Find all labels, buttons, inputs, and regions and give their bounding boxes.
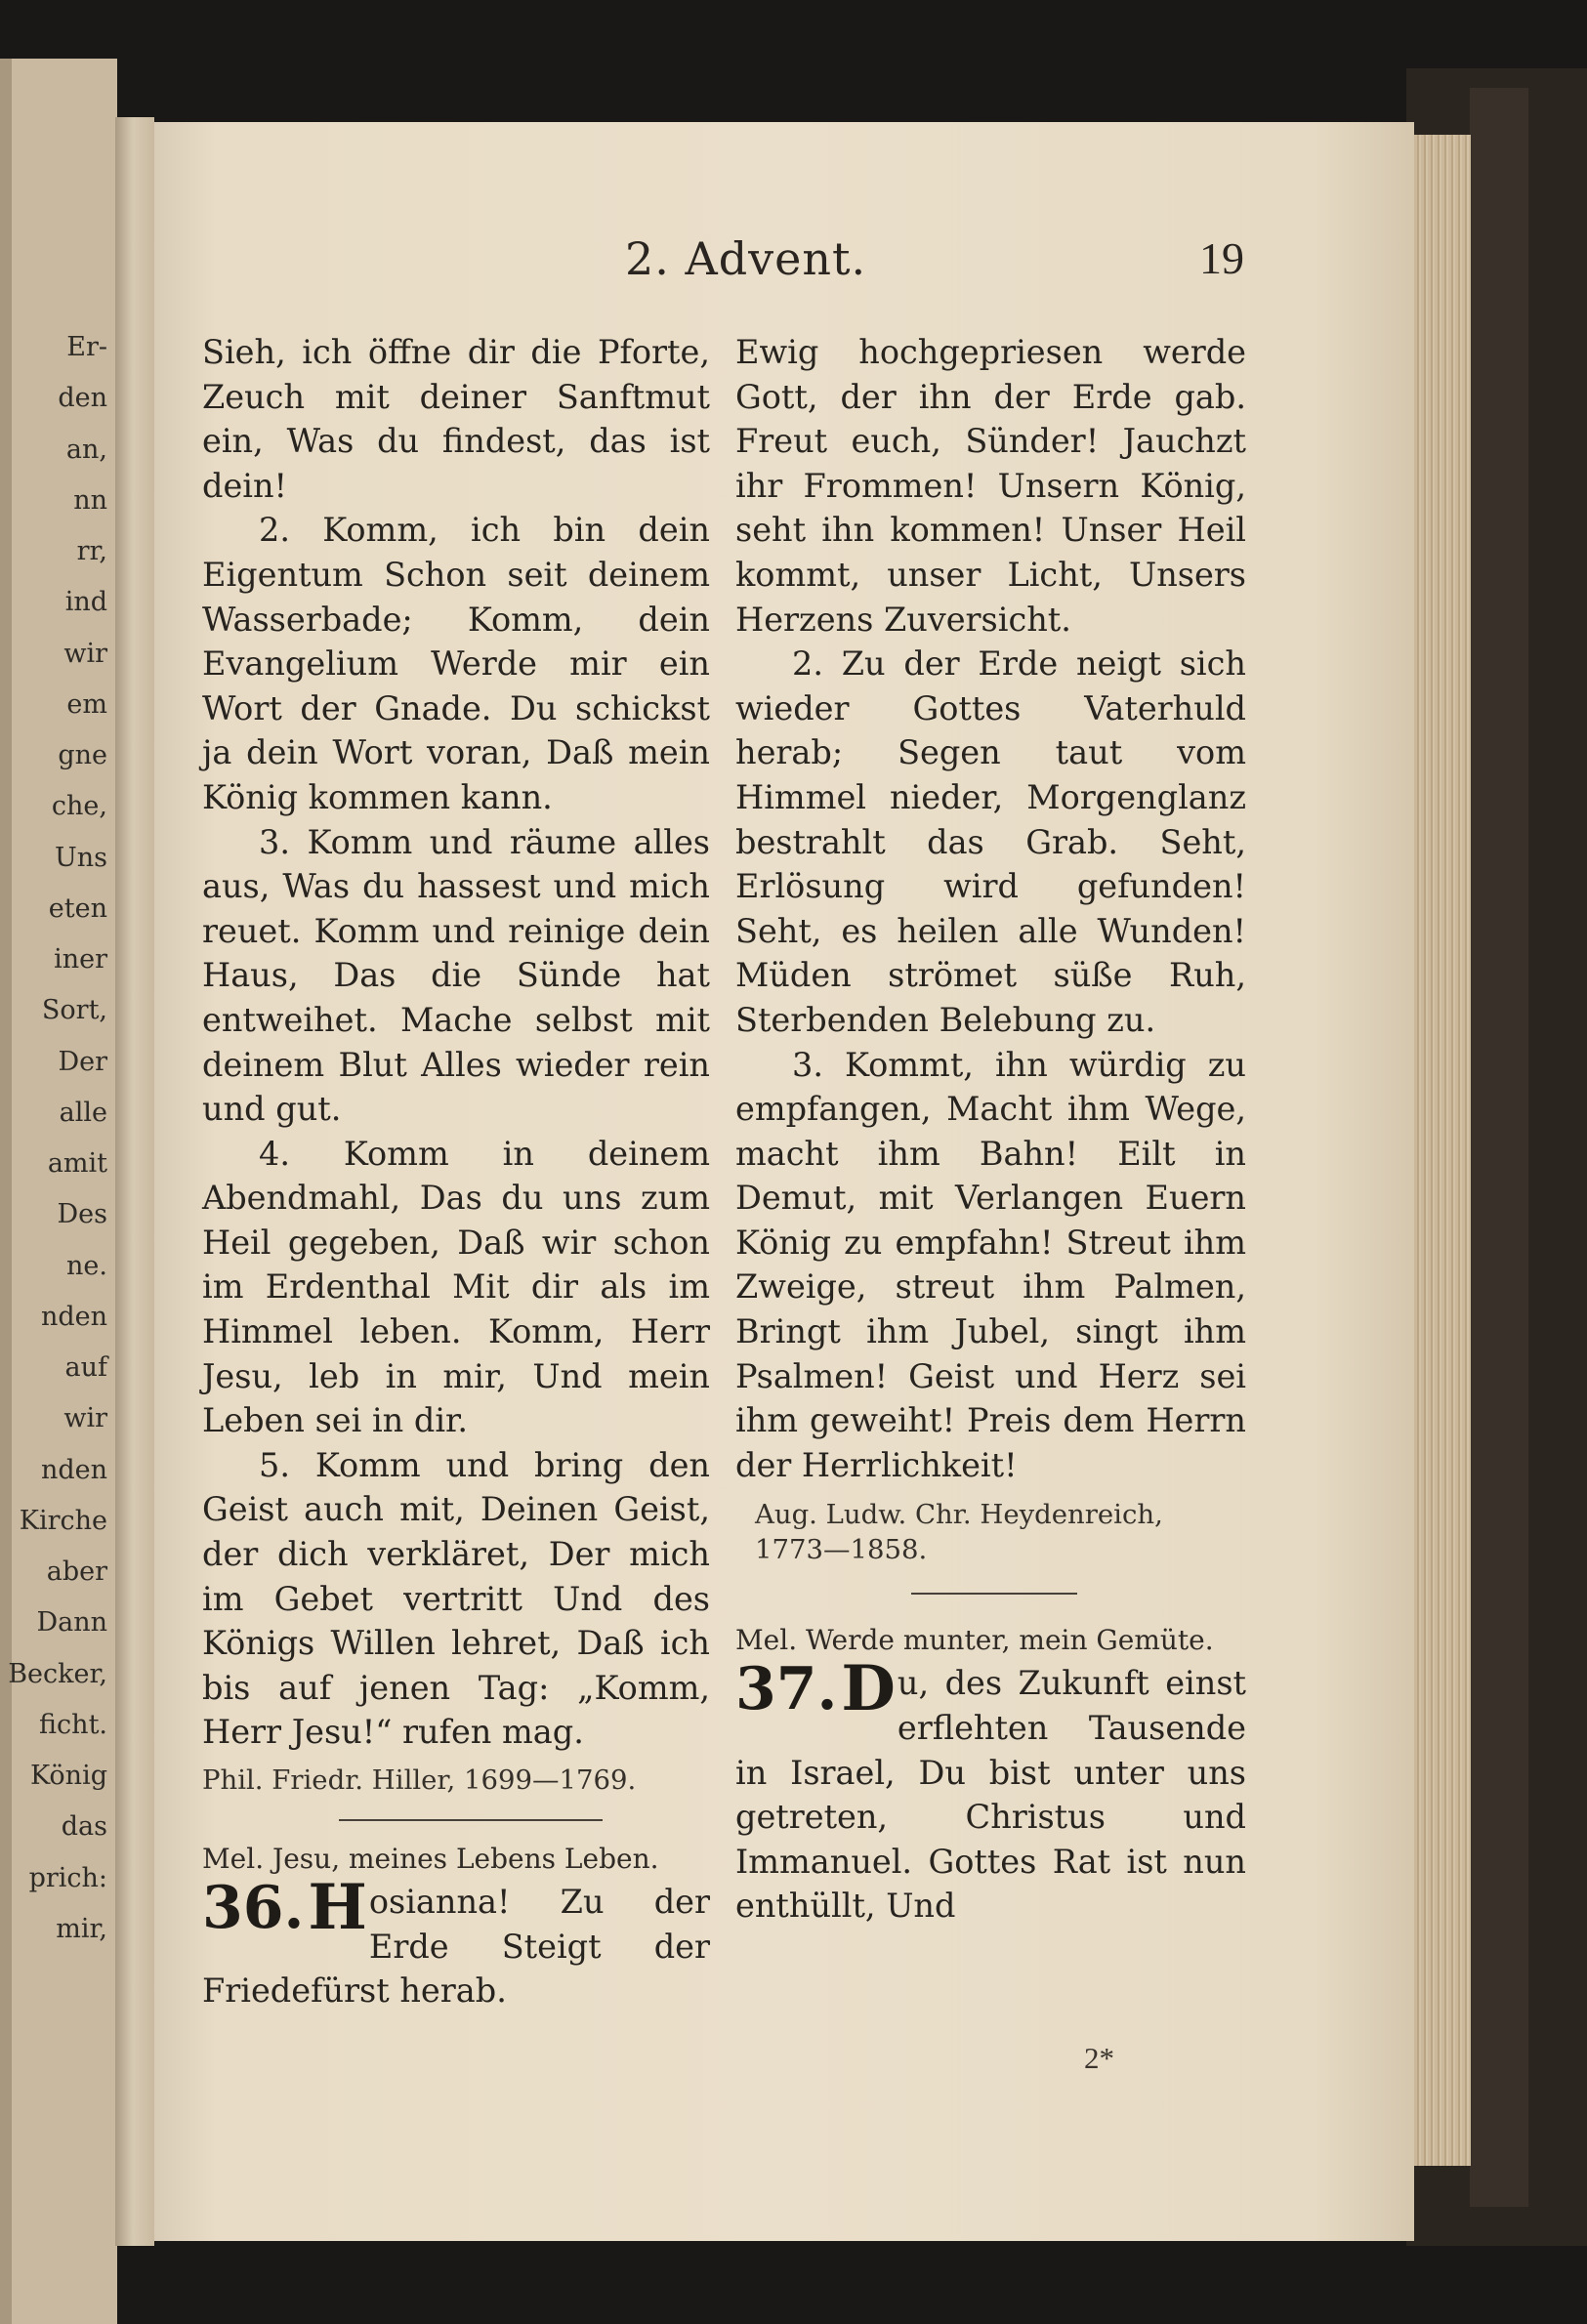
stanza-3: 3. Komm und räume alles aus, Was du hassest und mich reuet. Komm und reinige dein Haus, Das die Sünde hat entweihet. Mache selbst mit deinem Blut Alles wieder rein und gut. xyxy=(202,822,710,1129)
left-page-fragment: Kirche xyxy=(19,1505,107,1536)
stanza-5: 5. Komm und bring den Geist auch mit, Deinen Geist, der dich verkläret, Der mich im Gebet vertritt Und des Königs Willen lehret, Daß ich bis auf jenen Tag: „Komm, Herr Jesu!“ rufen mag. xyxy=(202,1445,710,1752)
book-gutter xyxy=(115,117,154,2246)
left-page-fragment: Des xyxy=(57,1199,107,1230)
left-page-fragment: iner xyxy=(54,944,107,975)
left-page-fragment: wir xyxy=(63,1403,107,1434)
left-page-fragment: nden xyxy=(40,1301,107,1332)
left-page-fragment: alle xyxy=(59,1097,107,1128)
author-credit-name: Aug. Ludw. Chr. Heydenreich, xyxy=(755,1499,1163,1531)
left-page-fragment: gne xyxy=(58,740,107,771)
left-page-fragment: wir xyxy=(63,638,107,669)
left-page-fragment: Dann xyxy=(36,1607,107,1639)
left-page-fragment: Uns xyxy=(55,842,107,873)
left-page-fragment: an, xyxy=(65,434,107,465)
stanza-2: 2. Zu der Erde neigt sich wieder Gottes Vaterhuld herab; Segen taut vom Himmel nieder, Morgenglanz bestrahlt das Grab. Seht, Erlösung wird gefunden! Seht, es heilen alle Wunden! Müden strömet süße Ruh, Sterbenden Belebung zu. xyxy=(735,644,1246,1039)
stanza-2: 2. Komm, ich bin dein Eigentum Schon seit deinem Wasserbade; Komm, dein Evangelium Werde mir ein Wort der Gnade. Du schickst ja dein Wort voran, Daß mein König kommen kann. xyxy=(202,511,710,816)
left-page-fragment: che, xyxy=(51,791,107,822)
left-page-fragment: Sort, xyxy=(41,995,107,1026)
left-page-fragment: em xyxy=(66,688,107,720)
drop-initial: H xyxy=(308,1871,367,1944)
stanza-continuation: Ewig hochgepriesen werde Gott, der ihn der Erde gab. Freut euch, Sünder! Jauchzt ihr Frommen! Unsern König, seht ihn kommen! Unser Heil kommt, unser Licht, Unsers Herzens Zuversicht. xyxy=(735,333,1246,639)
left-column xyxy=(202,330,710,2013)
section-divider xyxy=(911,1593,1077,1595)
left-page-fragment: den xyxy=(58,383,107,414)
author-credit-dates: 1773—1858. xyxy=(755,1534,928,1566)
left-page-fragment: ne. xyxy=(66,1250,107,1281)
left-page-fragment: nden xyxy=(40,1454,107,1485)
left-page-fragment: das xyxy=(61,1811,107,1843)
left-page-fragment: Der xyxy=(58,1046,107,1077)
stanza-continuation: Sieh, ich öffne dir die Pforte, Zeuch mit deiner Sanftmut ein, Was du findest, das ist dein! xyxy=(202,333,710,505)
left-page-fragment: prich: xyxy=(28,1862,107,1893)
page-edges xyxy=(1414,135,1471,2166)
running-head: 2. Advent. xyxy=(625,232,867,285)
left-page-fragment: rr, xyxy=(76,536,107,567)
right-column xyxy=(735,330,1246,1929)
left-page-fragment: auf xyxy=(64,1352,107,1384)
hymn-37-start xyxy=(735,1652,1246,1929)
left-page-fragment: eten xyxy=(48,892,107,924)
left-page-fragment: König xyxy=(29,1761,107,1792)
hymn-number: 37. xyxy=(735,1655,838,1724)
left-page-fragment: ficht. xyxy=(39,1709,107,1740)
left-page-fragment: aber xyxy=(46,1556,107,1588)
signature-mark: 2* xyxy=(1084,2041,1114,2075)
left-page-fragment: amit xyxy=(47,1148,107,1180)
hymn-text: u, des Zukunft einst erflehten Tausende in Israel, Du bist unter uns getreten, Christus und Immanuel. Gottes Rat ist nun enthüllt, Und xyxy=(735,1664,1246,1926)
drop-initial: D xyxy=(841,1652,896,1726)
stanza-3: 3. Kommt, ihn würdig zu empfangen, Macht ihm Wege, macht ihm Bahn! Eilt in Demut, mit Verlangen Euern König zu empfahn! Streut ihm Zweige, streut ihm Palmen, Bringt ihm Jubel, singt ihm Psalmen! Geist und Herz sei ihm geweiht! Preis dem Herrn der Herrlichkeit! xyxy=(735,1045,1246,1484)
left-page-fragment: nn xyxy=(73,484,107,516)
left-page-fragment: mir, xyxy=(56,1914,107,1944)
hymn-number: 36. xyxy=(202,1874,305,1942)
left-page-fragment: ind xyxy=(64,587,107,618)
hymn-36-start xyxy=(202,1871,710,2013)
left-page-fragment: Er- xyxy=(66,332,107,362)
melody-line: Mel. Werde munter, mein Gemüte. xyxy=(735,1624,1214,1657)
stanza-4: 4. Komm in deinem Abendmahl, Das du uns zum Heil gegeben, Daß wir schon im Erdenthal Mit dir als im Himmel leben. Komm, Herr Jesu, leb in mir, Und mein Leben sei in dir. xyxy=(202,1134,710,1440)
section-divider xyxy=(339,1819,603,1821)
page-number: 19 xyxy=(1199,233,1244,283)
melody-line: Mel. Jesu, meines Lebens Leben. xyxy=(202,1843,659,1875)
hymn-text: osianna! Zu der Erde Steigt der Friedefürst herab. xyxy=(202,1883,710,2011)
left-page-fragment: Becker, xyxy=(8,1658,107,1689)
author-credit: Phil. Friedr. Hiller, 1699—1769. xyxy=(202,1764,637,1796)
